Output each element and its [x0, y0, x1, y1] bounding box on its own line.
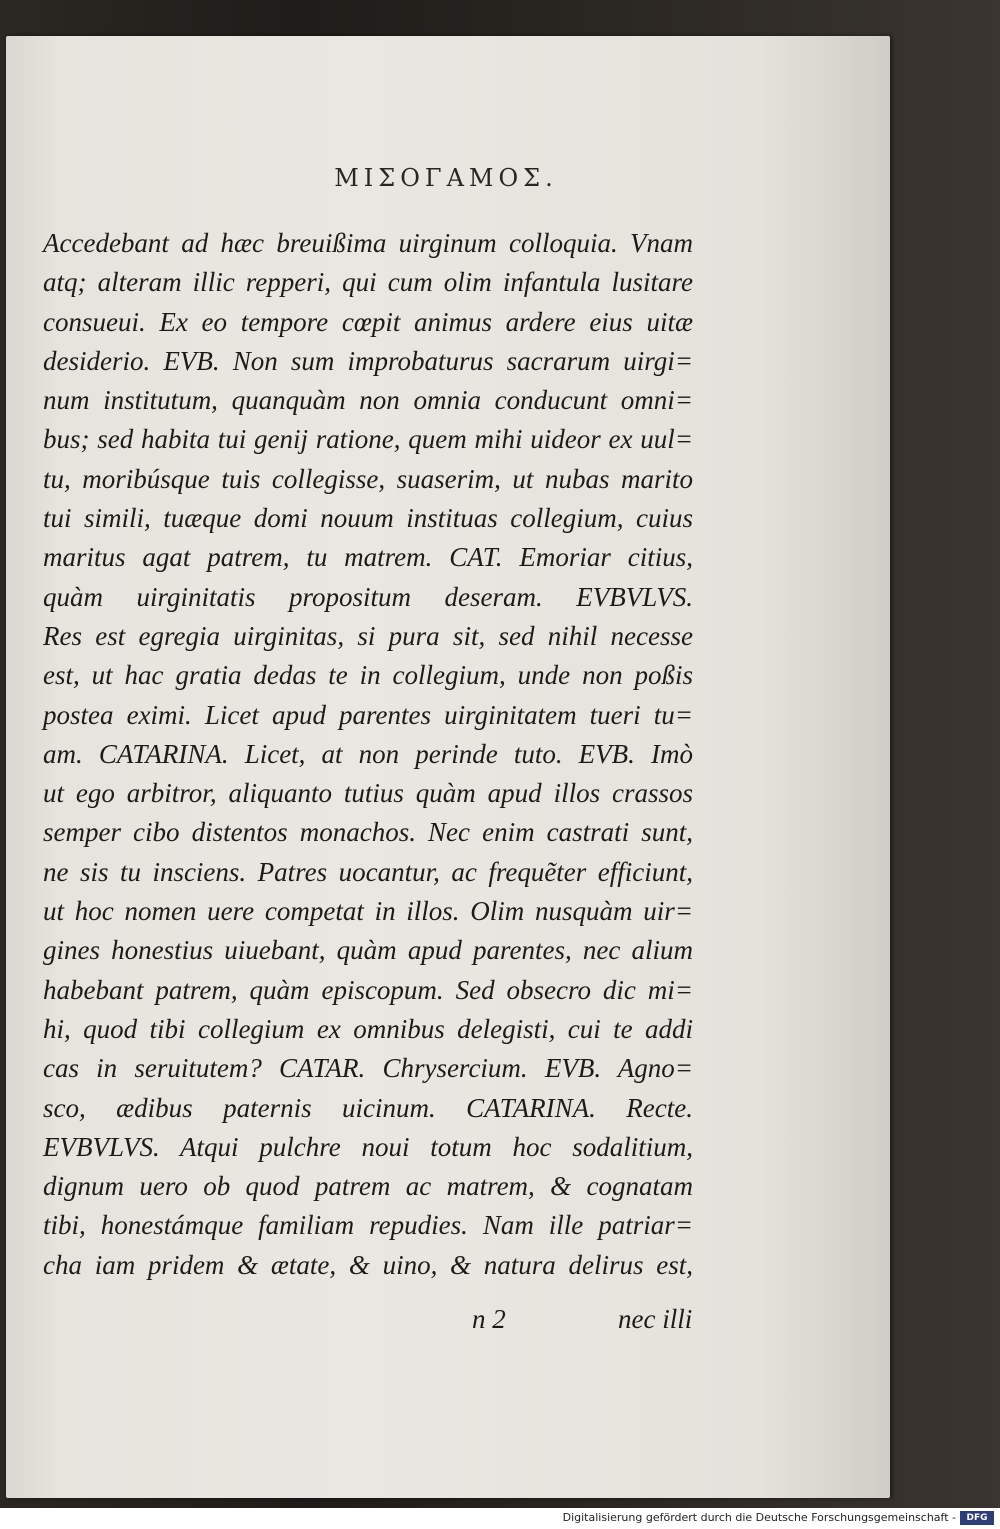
- catchword: nec illi: [618, 1304, 693, 1334]
- signature-mark: n 2: [472, 1304, 506, 1334]
- running-head: ΜΙΣΟΓΑΜΟΣ.: [334, 164, 558, 192]
- text-line: ut ego arbitror, aliquanto tutius quàm apud illos crassos: [43, 778, 693, 809]
- text-line: semper cibo distentos monachos. Nec enim castrati sunt,: [43, 817, 693, 848]
- text-line: Res est egregia uirginitas, si pura sit, sed nihil necesse: [43, 620, 693, 651]
- body-text: [43, 224, 693, 1285]
- funding-credit: Digitalisierung gefördert durch die Deutsche Forschungsgemeinschaft -: [562, 1511, 956, 1524]
- text-line: tu, moribúsque tuis collegisse, suaserim, ut nubas marito: [43, 463, 693, 494]
- text-line: ne sis tu insciens. Patres uocantur, ac frequẽter efficiunt,: [43, 856, 693, 887]
- book-page: [6, 36, 890, 1498]
- text-line: ut hoc nomen uere competat in illos. Olim nusquàm uir=: [43, 896, 693, 927]
- text-line: tibi, honestámque familiam repudies. Nam ille patriar=: [43, 1210, 693, 1241]
- text-line: cas in seruitutem? CATAR. Chrysercium. EVB. Agno=: [43, 1053, 693, 1084]
- text-line: dignum uero ob quod patrem ac matrem, & cognatam: [43, 1171, 693, 1202]
- text-line: desiderio. EVB. Non sum improbaturus sacrarum uirgi=: [43, 345, 693, 376]
- text-line: num institutum, quanquàm non omnia conducunt omni=: [43, 385, 693, 416]
- text-line: EVBVLVS. Atqui pulchre noui totum hoc sodalitium,: [43, 1131, 693, 1162]
- text-line: cha iam pridem & ætate, & uino, & natura delirus est,: [43, 1249, 693, 1280]
- dfg-logo-icon: DFG: [960, 1511, 994, 1525]
- text-line: sco, ædibus paternis uicinum. CATARINA. Recte.: [43, 1092, 693, 1123]
- text-line: gines honestius uiuebant, quàm apud parentes, nec alium: [43, 935, 693, 966]
- text-line: bus; sed habita tui genij ratione, quem mihi uideor ex uul=: [43, 424, 693, 455]
- text-line: maritus agat patrem, tu matrem. CAT. Emoriar citius,: [43, 542, 693, 573]
- text-line: tui simili, tuæque domi nouum instituas collegium, cuius: [43, 503, 693, 534]
- text-line: hi, quod tibi collegium ex omnibus delegisti, cui te addi: [43, 1013, 693, 1044]
- text-line: Accedebant ad hæc breuißima uirginum colloquia. Vnam: [43, 228, 693, 258]
- text-line: atq; alteram illic repperi, qui cum olim infantula lusitare: [43, 267, 693, 298]
- text-line: habebant patrem, quàm episcopum. Sed obsecro dic mi=: [43, 974, 693, 1005]
- text-line: consueui. Ex eo tempore cœpit animus ardere eius uitæ: [43, 306, 693, 337]
- text-line: quàm uirginitatis propositum deseram. EVBVLVS.: [43, 581, 693, 612]
- credit-bar: [0, 1508, 1000, 1529]
- text-line: am. CATARINA. Licet, at non perinde tuto. EVB. Imò: [43, 738, 693, 769]
- text-line: est, ut hac gratia dedas te in collegium, unde non poßis: [43, 660, 693, 691]
- text-line: postea eximi. Licet apud parentes uirginitatem tueri tu=: [43, 699, 693, 730]
